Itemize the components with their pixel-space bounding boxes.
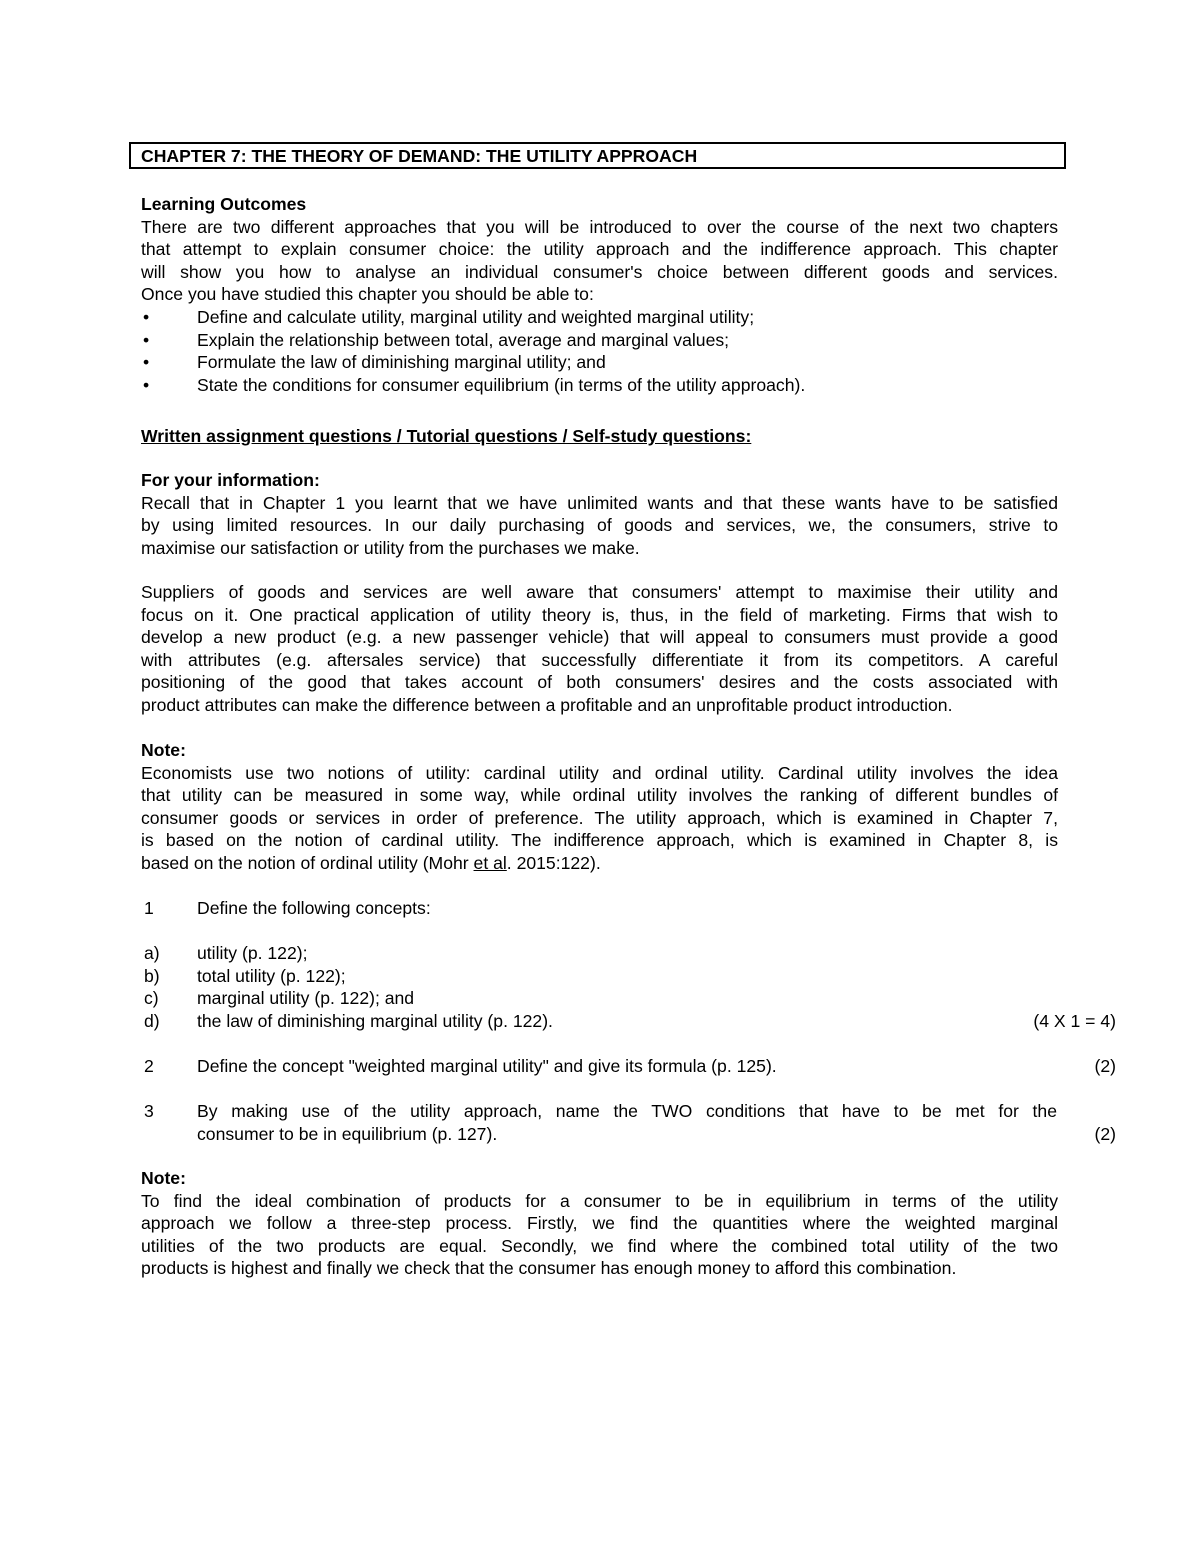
note-line: is based on the notion of cardinal utility. The indifference approach, which is examined in Chapter 8, is (141, 830, 1058, 851)
question-text: By making use of the utility approach, name the TWO conditions that have to be met for the (197, 1101, 1057, 1121)
outcome-bullet-item (141, 374, 1058, 397)
question-text: Define the following concepts: (197, 898, 431, 918)
assignment-heading-block (141, 425, 1058, 448)
for-info-line: by using limited resources. In our daily purchasing of goods and services, we, the consumers, strive to (141, 515, 1058, 536)
question-3-row (141, 1100, 1116, 1123)
outcome-bullet-text: Explain the relationship between total, average and marginal values; (197, 329, 730, 350)
bullet-icon: • (143, 352, 150, 373)
question-1 (141, 897, 1116, 920)
for-info-heading: For your information: (141, 470, 320, 490)
question-item-label: c) (144, 988, 159, 1009)
note-line: that utility can be measured in some way, while ordinal utility involves the ranking of different bundles of (141, 785, 1058, 806)
question-item-label: d) (144, 1010, 160, 1031)
for-info-line: develop a new product (e.g. a new passenger vehicle) that will appeal to consumers must provide a good (141, 627, 1058, 648)
note-line: utilities of the two products are equal. Secondly, we find where the combined total utility of the two (141, 1235, 1058, 1256)
for-info-line: Suppliers of goods and services are well aware that consumers' attempt to maximise their utility and (141, 582, 1058, 602)
chapter-title: CHAPTER 7: THE THEORY OF DEMAND: THE UTILITY APPROACH (141, 146, 698, 166)
for-info-line: maximise our satisfaction or utility from the purchases we make. (141, 537, 640, 558)
bullet-icon: • (143, 306, 150, 327)
question-item-text: marginal utility (p. 122); and (197, 988, 415, 1009)
learning-outcomes-heading: Learning Outcomes (141, 194, 307, 214)
learning-outcomes-line: Once you have studied this chapter you should be able to: (141, 284, 594, 305)
outcome-bullet-item (141, 306, 1058, 329)
question-3 (141, 1100, 1116, 1145)
note-line: consumer goods or services in order of preference. The utility approach, which is examined in Chapter 7, (141, 807, 1058, 828)
question-2 (141, 1055, 1116, 1078)
question-marks: (4 X 1 = 4) (1033, 1010, 1116, 1031)
question-marks: (2) (1094, 1123, 1116, 1144)
question-1-row (141, 897, 1116, 920)
learning-outcomes-line: There are two different approaches that you will be introduced to over the course of the next two chapters (141, 216, 1058, 237)
for-info-line: positioning of the good that takes account of both consumers' desires and the costs associated with (141, 672, 1058, 693)
note-section-1 (141, 739, 1058, 875)
note-citation-post: . 2015:122). (506, 852, 601, 873)
question-item-text: the law of diminishing marginal utility (p. 122). (197, 1010, 553, 1031)
for-info-line: product attributes can make the difference between a profitable and an unprofitable product introduction. (141, 694, 953, 715)
question-item-text: utility (p. 122); (197, 943, 308, 963)
learning-outcomes-line: will show you how to analyse an individual consumer's choice between different goods and services. (141, 261, 1058, 282)
question-text-continued: consumer to be in equilibrium (p. 127). (197, 1123, 498, 1144)
assignment-heading: Written assignment questions / Tutorial questions / Self-study questions: (141, 426, 752, 446)
for-info-line: focus on it. One practical application of utility theory is, thus, in the field of marketing. Firms that wish to (141, 604, 1058, 625)
question-2-row (141, 1055, 1116, 1078)
outcome-bullet-item (141, 329, 1058, 352)
question-3-row-2 (141, 1123, 1116, 1146)
question-item-label: b) (144, 965, 160, 986)
for-info-section (141, 469, 1058, 559)
question-item (141, 1010, 1116, 1033)
note-heading: Note: (141, 740, 186, 760)
learning-outcomes-section (141, 193, 1058, 396)
bullet-icon: • (143, 374, 150, 395)
bullet-icon: • (143, 329, 150, 350)
chapter-title-box (129, 142, 1066, 169)
question-text: Define the concept "weighted marginal utility" and give its formula (p. 125). (197, 1056, 777, 1076)
question-item (141, 965, 1116, 988)
outcome-bullet-text: State the conditions for consumer equilibrium (in terms of the utility approach). (197, 374, 806, 395)
for-info-line: Recall that in Chapter 1 you learnt that we have unlimited wants and that these wants have to be satisfied (141, 492, 1058, 513)
question-number: 2 (144, 1056, 154, 1076)
note-line: products is highest and finally we check that the consumer has enough money to afford this combination. (141, 1258, 957, 1279)
question-number: 3 (144, 1101, 154, 1121)
note-line: Economists use two notions of utility: cardinal utility and ordinal utility. Cardinal utility involves the idea (141, 762, 1058, 783)
outcome-bullet-item (141, 351, 1058, 374)
question-number: 1 (144, 898, 154, 918)
note-citation-line (141, 852, 1058, 875)
note-citation-pre: based on the notion of ordinal utility (Mohr (141, 852, 474, 873)
learning-outcomes-line: that attempt to explain consumer choice: the utility approach and the indifference approach. This chapter (141, 239, 1058, 260)
outcome-bullet-text: Formulate the law of diminishing marginal utility; and (197, 352, 606, 373)
question-item (141, 987, 1116, 1010)
question-item-text: total utility (p. 122); (197, 965, 346, 986)
note-line: approach we follow a three-step process. Firstly, we find the quantities where the weighted marginal (141, 1213, 1058, 1234)
for-info-paragraph-2 (141, 581, 1058, 717)
note-heading: Note: (141, 1168, 186, 1188)
note-line: To find the ideal combination of products for a consumer to be in equilibrium in terms of the utility (141, 1190, 1058, 1211)
question-item-label: a) (144, 943, 160, 963)
note-citation-et-al: et al (473, 852, 507, 873)
note-section-2 (141, 1167, 1058, 1280)
for-info-line: with attributes (e.g. aftersales service) that successfully differentiate it from its competitors. A careful (141, 649, 1058, 670)
question-marks: (2) (1094, 1056, 1116, 1076)
question-1-items (141, 942, 1116, 1032)
question-item (141, 942, 1116, 965)
outcome-bullet-text: Define and calculate utility, marginal utility and weighted marginal utility; (197, 306, 755, 327)
